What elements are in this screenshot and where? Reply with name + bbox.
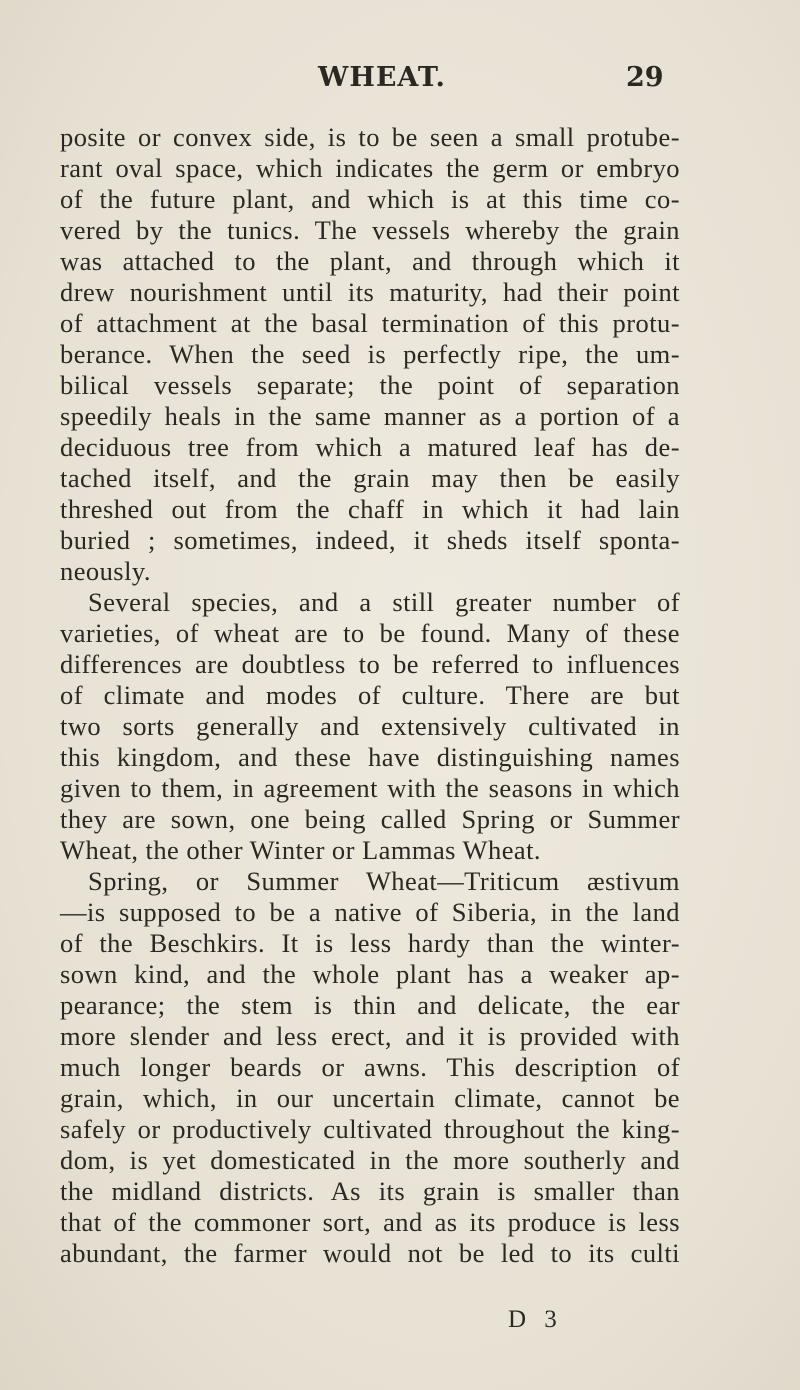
text-line: posite or convex side, is to be seen a small protube- [60, 122, 680, 152]
text-line: of the Beschkirs. It is less hardy than the winter- [60, 928, 680, 958]
text-line: vered by the tunics. The vessels whereby the grain [60, 215, 680, 245]
text-line: they are sown, one being called Spring or Summer [60, 804, 680, 834]
text-line: Spring, or Summer Wheat—Triticum æstivum [88, 866, 680, 896]
text-line: of the future plant, and which is at this time co- [60, 184, 680, 214]
text-line: varieties, of wheat are to be found. Many of these [60, 618, 680, 648]
text-line: abundant, the farmer would not be led to its culti [60, 1238, 680, 1268]
body-text [60, 122, 680, 1269]
text-line: buried ; sometimes, indeed, it sheds itself sponta- [60, 525, 680, 555]
text-line: the midland districts. As its grain is smaller than [60, 1176, 680, 1206]
text-line: pearance; the stem is thin and delicate, the ear [60, 990, 680, 1020]
text-line: grain, which, in our uncertain climate, cannot be [60, 1083, 680, 1113]
text-line: of attachment at the basal termination of this protu- [60, 308, 680, 338]
text-line: neously. [60, 556, 151, 586]
text-line: given to them, in agreement with the seasons in which [60, 773, 680, 803]
text-line: safely or productively cultivated throughout the king- [60, 1114, 680, 1144]
text-line: Several species, and a still greater number of [88, 587, 680, 617]
text-line: much longer beards or awns. This description of [60, 1052, 680, 1082]
text-line: that of the commoner sort, and as its produce is less [60, 1207, 680, 1237]
text-line: was attached to the plant, and through which it [60, 246, 680, 276]
text-line: this kingdom, and these have distinguishing names [60, 742, 680, 772]
signature-mark: D 3 [508, 1306, 563, 1333]
text-line: of climate and modes of culture. There are but [60, 680, 680, 710]
text-line: —is supposed to be a native of Siberia, in the land [60, 897, 680, 927]
text-line: speedily heals in the same manner as a portion of a [60, 401, 680, 431]
text-line: berance. When the seed is perfectly ripe, the um- [60, 339, 680, 369]
text-line: drew nourishment until its maturity, had their point [60, 277, 680, 307]
text-line: more slender and less erect, and it is provided with [60, 1021, 680, 1051]
text-line: sown kind, and the whole plant has a weaker ap- [60, 959, 680, 989]
running-title: WHEAT. [318, 62, 446, 93]
page-number: 29 [626, 62, 664, 93]
text-line: bilical vessels separate; the point of separation [60, 370, 680, 400]
page-header [0, 62, 800, 102]
text-line: two sorts generally and extensively cultivated in [60, 711, 680, 741]
text-line: differences are doubtless to be referred to influences [60, 649, 680, 679]
text-line: tached itself, and the grain may then be easily [60, 463, 680, 493]
text-line: threshed out from the chaff in which it had lain [60, 494, 680, 524]
text-line: rant oval space, which indicates the germ or embryo [60, 153, 680, 183]
text-line: deciduous tree from which a matured leaf has de- [60, 432, 680, 462]
text-line: Wheat, the other Winter or Lammas Wheat. [60, 835, 541, 865]
text-line: dom, is yet domesticated in the more southerly and [60, 1145, 680, 1175]
